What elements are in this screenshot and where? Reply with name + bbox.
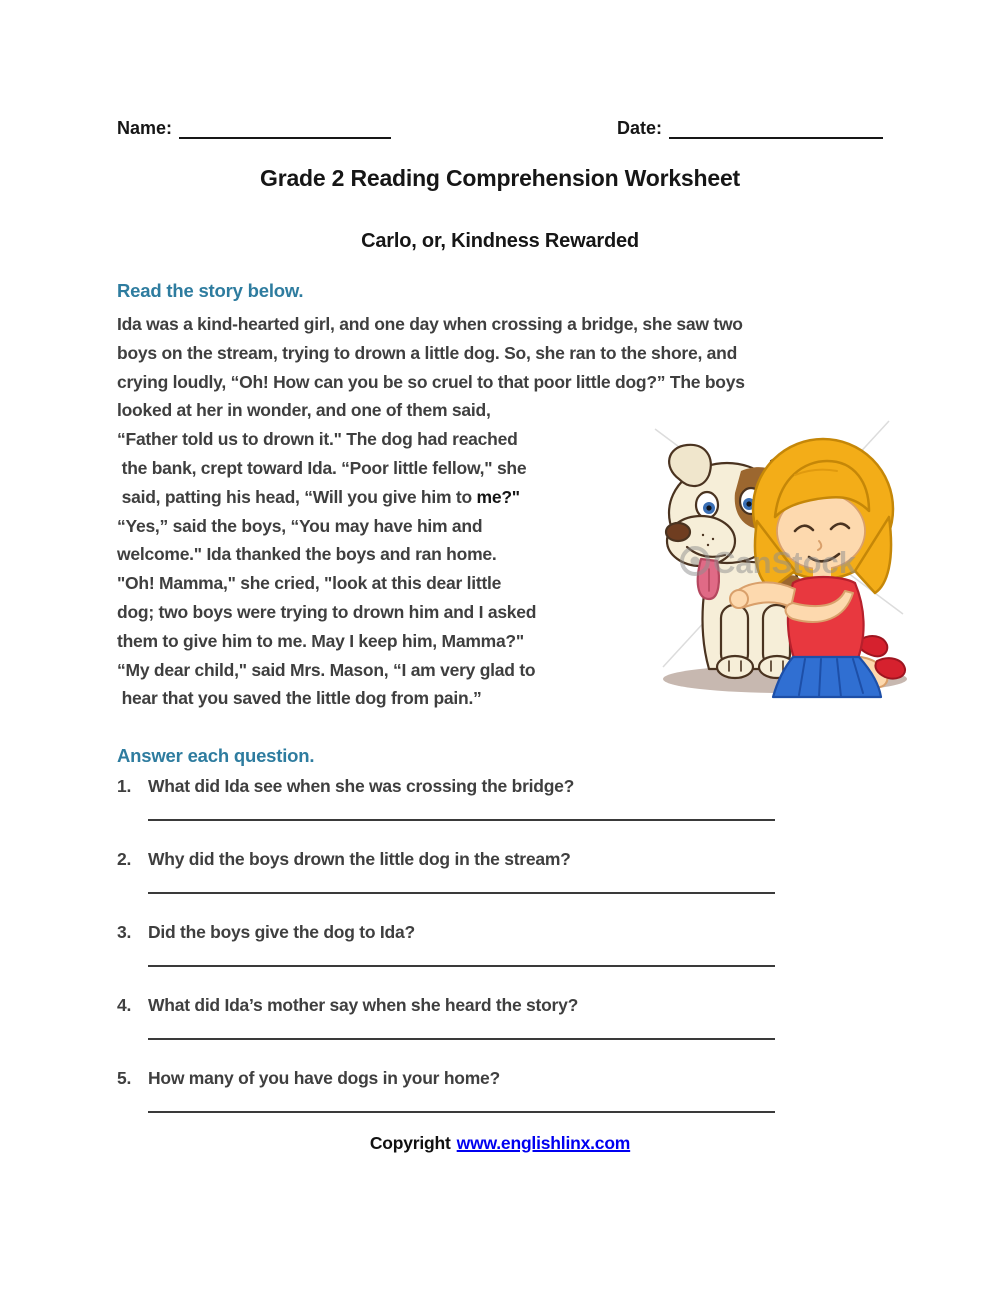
questions-list (117, 772, 883, 1113)
story-line: them to give him to me. May I keep him, Mamma?" (117, 630, 524, 651)
question-item (117, 1064, 883, 1113)
answer-line (148, 874, 775, 894)
story-line: “My dear child," said Mrs. Mason, “I am very glad to (117, 659, 536, 680)
questions-section (117, 743, 883, 1113)
question-number: 5. (117, 1068, 132, 1089)
question-text: What did Ida see when she was crossing the bridge? (148, 776, 575, 797)
question-number: 4. (117, 995, 132, 1016)
date-field (617, 118, 883, 139)
girl-and-dog-svg (645, 409, 913, 701)
answer-line (148, 1020, 775, 1040)
question-number: 1. (117, 776, 132, 797)
story-heading: Read the story below. (117, 280, 304, 301)
story-line: Ida was a kind-hearted girl, and one day when crossing a bridge, she saw two (117, 314, 743, 334)
page-title: Grade 2 Reading Comprehension Worksheet (260, 165, 740, 191)
story-line: "Oh! Mamma," she cried, "look at this dear little (117, 573, 502, 594)
story-line: crying loudly, “Oh! How can you be so cruel to that poor little dog?” The boys (117, 371, 745, 392)
watermark-text: CanStock (713, 545, 856, 580)
date-label: Date: (617, 118, 663, 138)
story-line: the bank, crept toward Ida. “Poor little fellow," she (117, 457, 527, 478)
story-section (117, 278, 883, 713)
story-line: hear that you saved the little dog from pain.” (117, 688, 482, 709)
question-item (117, 845, 883, 894)
story-line: boys on the stream, trying to drown a little dog. So, she ran to the shore, and (117, 342, 738, 363)
story-line: said, patting his head, “Will you give him to me?" (117, 486, 520, 507)
question-number: 3. (117, 922, 132, 943)
answer-line (148, 1093, 775, 1113)
answer-line (148, 801, 775, 821)
question-item (117, 918, 883, 967)
answer-line (148, 947, 775, 967)
question-item (117, 991, 883, 1040)
question-text: Did the boys give the dog to Ida? (148, 922, 415, 943)
header-fields (117, 118, 883, 139)
story-line: “Yes,” said the boys, “You may have him and (117, 515, 483, 536)
girl-and-dog-illustration (645, 409, 913, 701)
question-text: How many of you have dogs in your home? (148, 1068, 500, 1089)
copyright-link[interactable]: www.englishlinx.com (456, 1133, 631, 1154)
questions-heading: Answer each question. (117, 745, 315, 767)
name-blank-line (179, 118, 391, 139)
question-number: 2. (117, 849, 132, 870)
story-line: looked at her in wonder, and one of them said, (117, 400, 491, 421)
question-text: Why did the boys drown the little dog in the stream? (148, 849, 571, 870)
footer (117, 1133, 883, 1154)
copyright-label: Copyright (369, 1133, 451, 1154)
story-title: Carlo, or, Kindness Rewarded (361, 230, 639, 252)
story-line: dog; two boys were trying to drown him and I asked (117, 601, 537, 622)
story-line: “Father told us to drown it." The dog had reached (117, 429, 518, 450)
question-text: What did Ida’s mother say when she heard the story? (148, 995, 579, 1016)
story-line: welcome." Ida thanked the boys and ran home. (117, 544, 497, 565)
name-label: Name: (117, 118, 173, 138)
name-field (117, 118, 391, 139)
question-item (117, 772, 883, 821)
date-blank-line (669, 118, 883, 139)
